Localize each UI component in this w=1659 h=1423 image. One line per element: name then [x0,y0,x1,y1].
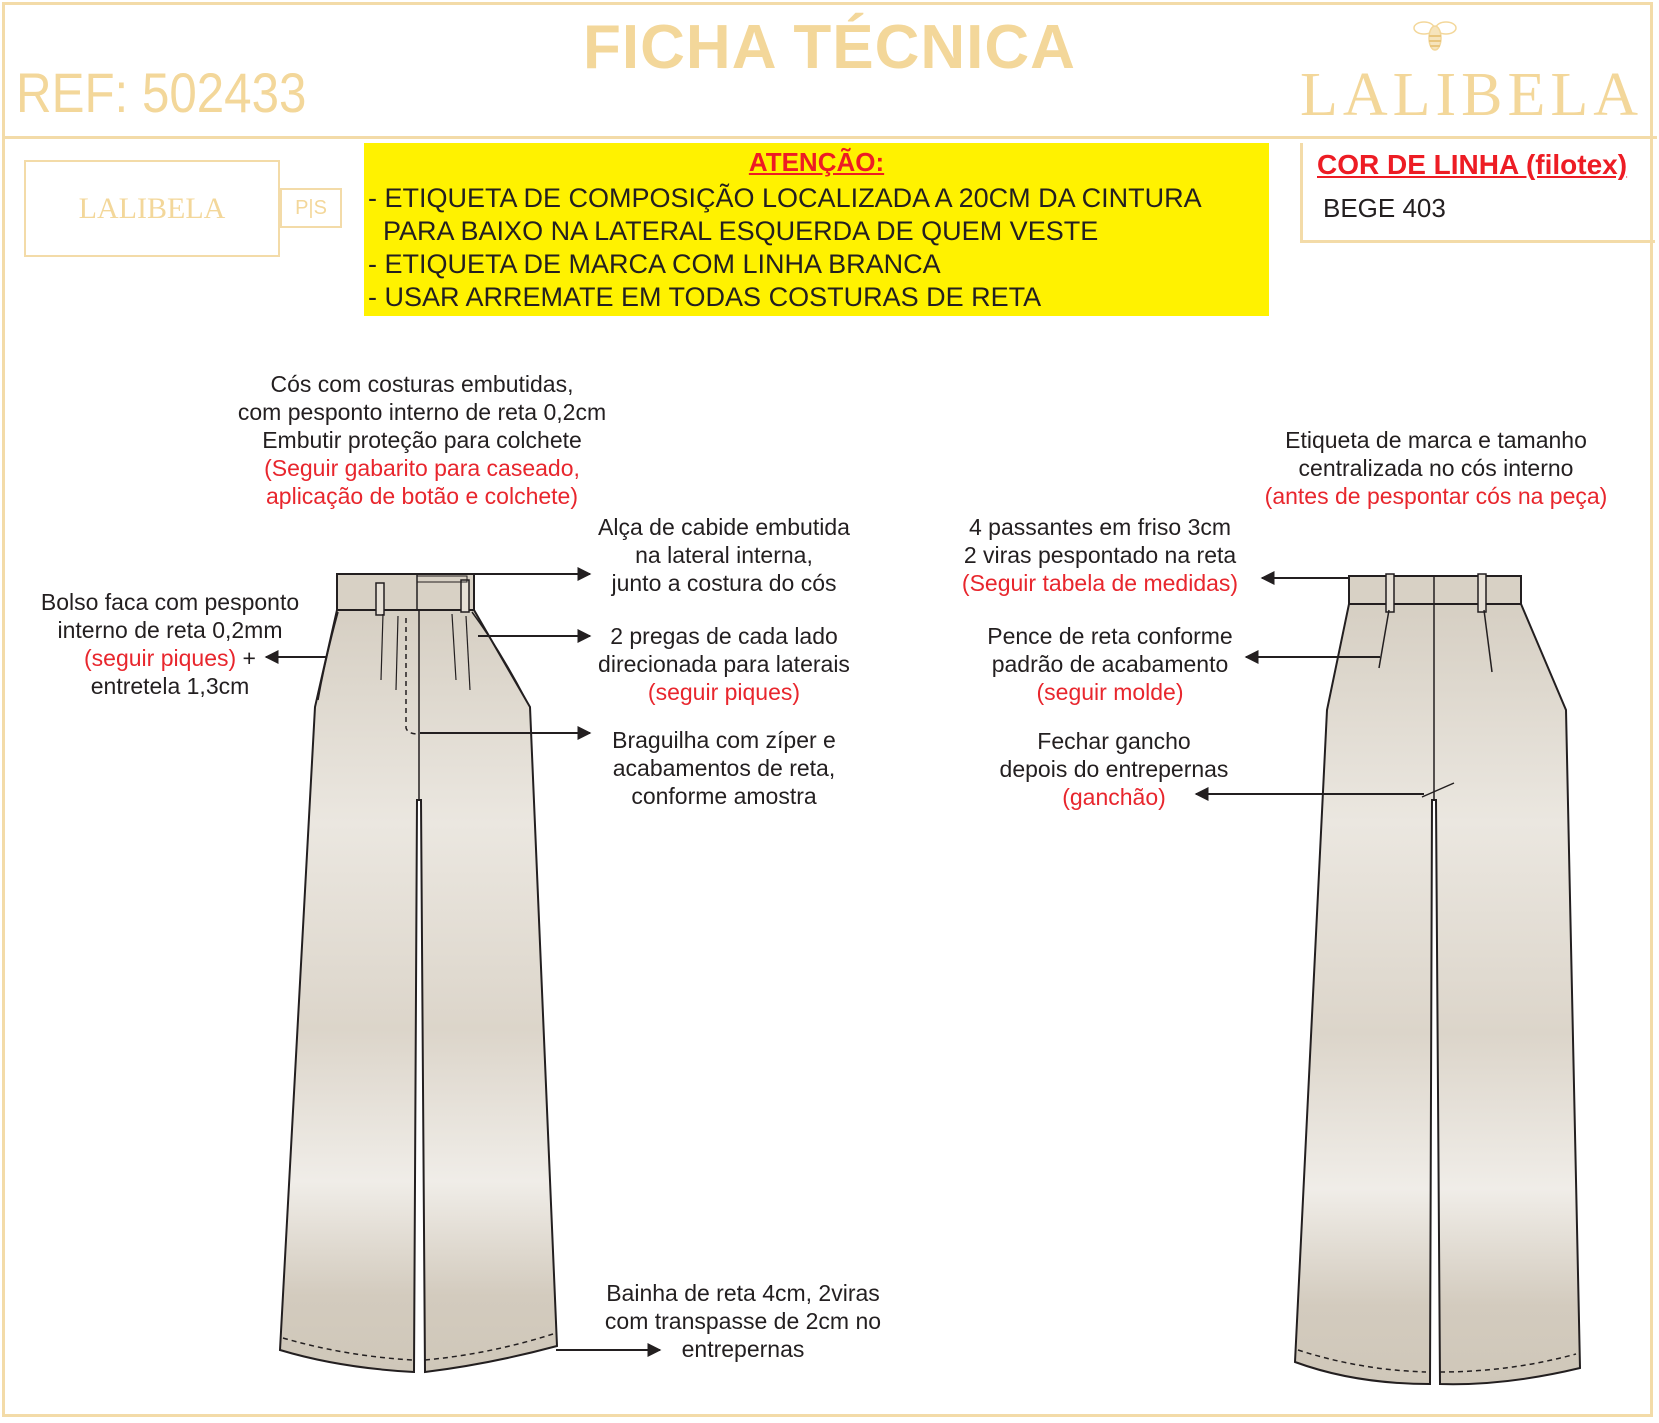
darts-note [960,622,1260,706]
notice-line: - USAR ARREMATE EM TODAS COSTURAS DE RETA [368,282,1042,312]
note-line: 2 pregas de cada lado [610,623,838,649]
pleats-note [574,622,874,706]
note-line: 2 viras pespontado na reta [963,542,1237,568]
note-line: Bolso faca com pesponto [40,589,300,615]
note-red-line: (ganchão) [1062,784,1166,810]
note-line: Pence de reta conforme [987,623,1233,649]
note-red-line: (seguir piques) [647,679,801,705]
note-line: acabamentos de reta, [612,755,836,781]
belt-loops-note [940,513,1260,597]
note-line: padrão de acabamento [991,651,1229,677]
note-red-text: (seguir piques) [84,645,237,671]
note-line: direcionada para laterais [598,651,850,677]
note-line: conforme amostra [631,783,817,809]
note-line: entretela 1,3cm [90,673,250,699]
note-line: Cós com costuras embutidas, [270,371,574,397]
hanger-loop-note [574,513,874,597]
notice-title: ATENÇÃO: [748,147,885,177]
front-pants-drawing [280,574,557,1372]
fly-note [574,726,874,810]
notice-line: - ETIQUETA DE MARCA COM LINHA BRANCA [368,249,941,279]
note-red-line: (antes de pespontar cós na peça) [1264,483,1608,509]
crotch-note [964,727,1264,811]
notice-line: PARA BAIXO NA LATERAL ESQUERDA DE QUEM VESTE [368,216,1099,246]
back-label-note [1236,426,1636,510]
brand-logo: LALIBELA [1300,61,1644,129]
note-line: centralizada no cós interno [1298,455,1574,481]
note-line: Bainha de reta 4cm, 2viras [606,1280,880,1306]
pocket-note [20,588,320,700]
size-tag: P|S [280,188,342,228]
note-line: junto a costura do cós [611,570,837,596]
note-line: interno de reta 0,2mm [57,617,283,643]
back-pants-drawing [1295,574,1580,1384]
hem-note [578,1279,908,1363]
waistband-note [222,370,622,510]
thread-value: BEGE 403 [1323,193,1446,223]
note-line: depois do entrepernas [999,756,1229,782]
note-red-line: aplicação de botão e colchete) [266,483,578,509]
note-line: Embutir proteção para colchete [262,427,582,453]
notice-line: - ETIQUETA DE COMPOSIÇÃO LOCALIZADA A 20CM DA CINTURA [368,183,1202,213]
note-line: com transpasse de 2cm no [604,1308,882,1334]
note-mixed-line [20,644,320,672]
page-title: FICHA TÉCNICA [583,13,1076,82]
note-red-line: (Seguir tabela de medidas) [961,570,1239,596]
reference-code: REF: 502433 [16,61,307,124]
note-line: Etiqueta de marca e tamanho [1285,427,1587,453]
note-red-line: (Seguir gabarito para caseado, [264,455,580,481]
note-red-line: (seguir molde) [1036,679,1184,705]
note-line: Fechar gancho [1037,728,1191,754]
note-plus: + [236,645,256,671]
note-line: 4 passantes em friso 3cm [968,514,1232,540]
thread-title: COR DE LINHA (filotex) [1317,149,1628,180]
note-line: com pesponto interno de reta 0,2cm [237,399,607,425]
note-line: entrepernas [681,1336,805,1362]
note-line: na lateral interna, [635,542,813,568]
brand-label-text: LALIBELA [78,192,226,225]
note-line: Alça de cabide embutida [598,514,850,540]
note-line: Braguilha com zíper e [612,727,836,753]
